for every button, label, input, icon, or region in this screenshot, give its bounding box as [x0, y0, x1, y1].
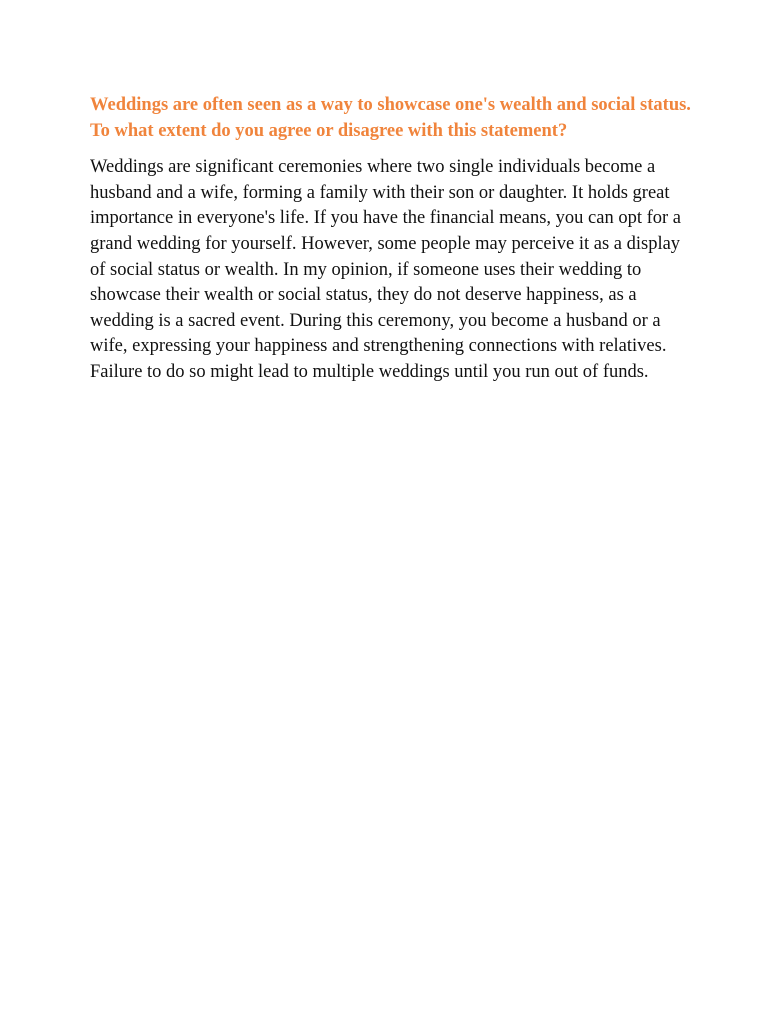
- essay-body-paragraph: Weddings are significant ceremonies where two single individuals become a husband and a wife, forming a family with their son or daughter. It holds great importance in everyone's life. If you have the financial means, you can opt for a grand wedding for yourself. However, some people may perceive it as a display of social status or wealth. In my opinion, if someone uses their wedding to showcase their wealth or social status, they do not deserve happiness, as a wedding is a sacred event. During this ceremony, you become a husband or a wife, expressing your happiness and strengthening connections with relatives. Failure to do so might lead to multiple weddings until you run out of funds.: [90, 157, 681, 382]
- essay-prompt-heading: Weddings are often seen as a way to showcase one's wealth and social status. To what extent do you agree or disagree with this statement?: [90, 95, 691, 141]
